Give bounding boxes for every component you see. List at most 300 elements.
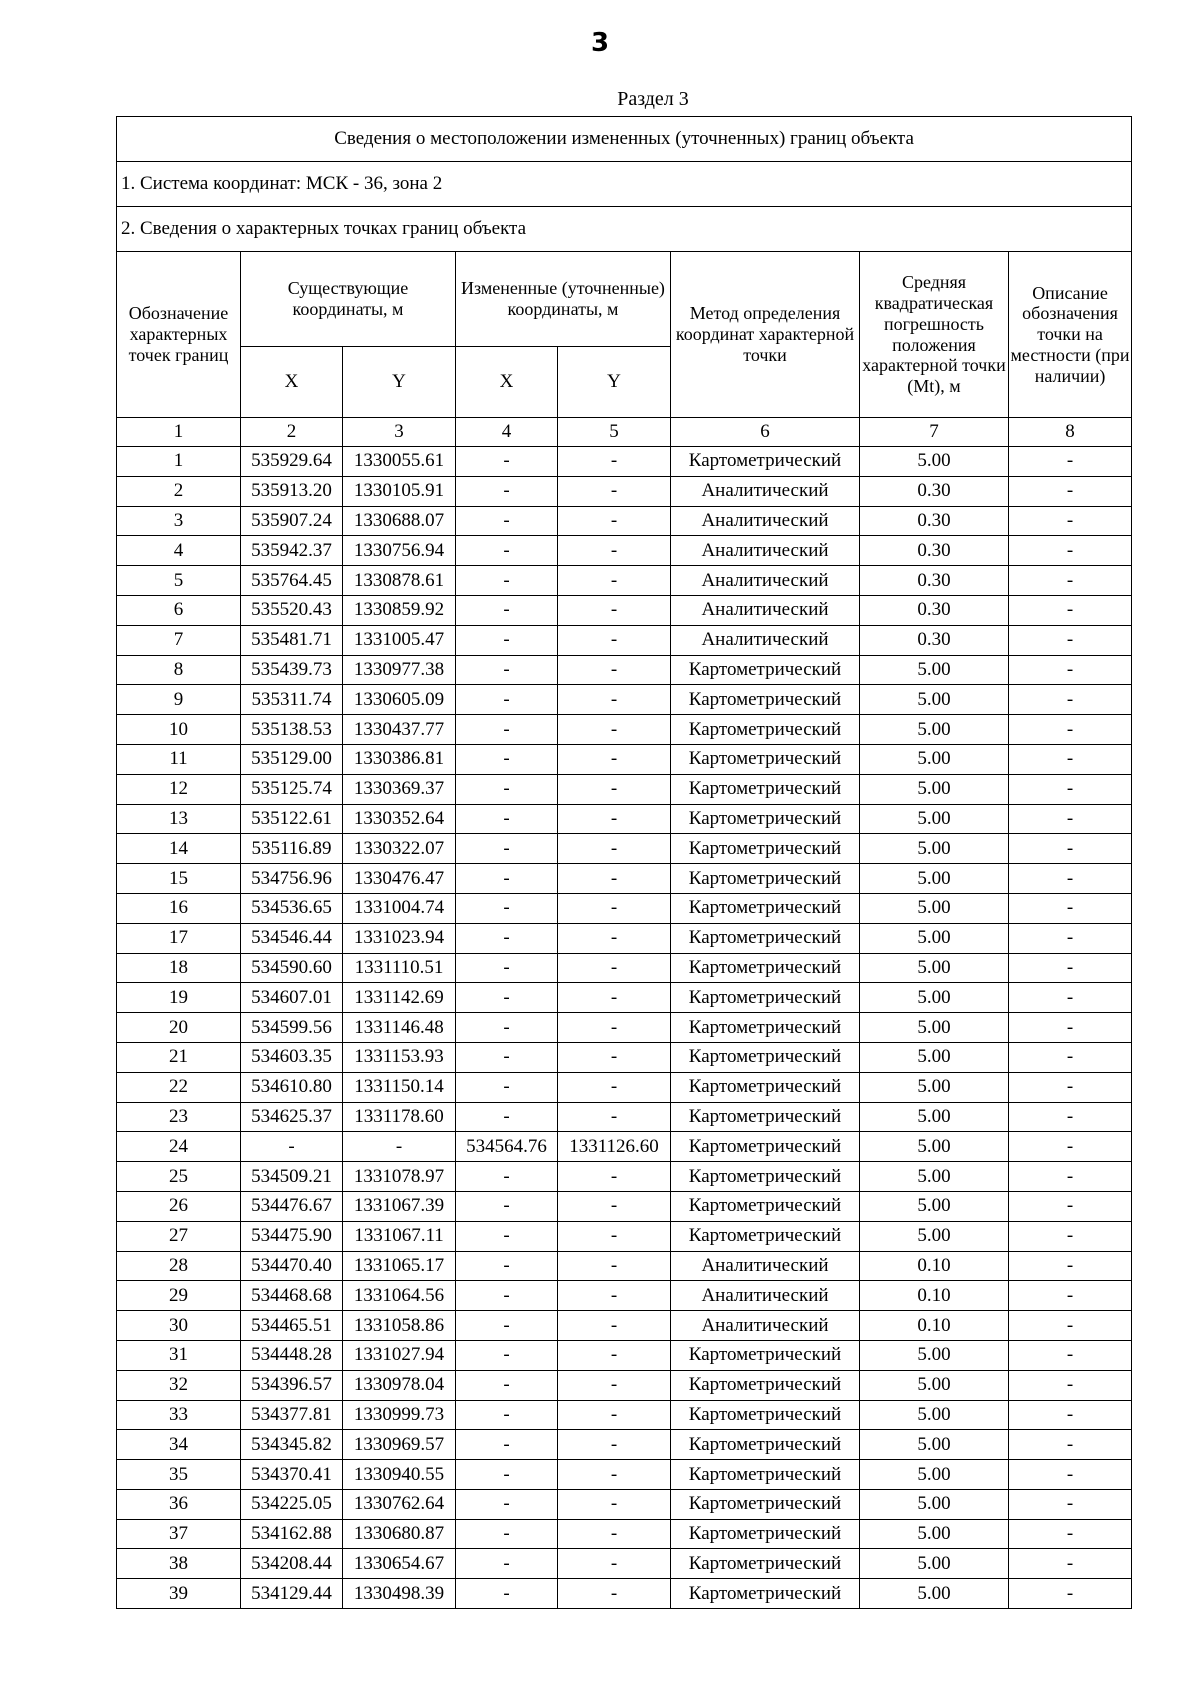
error-cell: 5.00 <box>860 1221 1009 1251</box>
table-row <box>117 715 1132 745</box>
existing-y-cell: 1331064.56 <box>343 1281 456 1311</box>
existing-x-cell: 534599.56 <box>241 1013 343 1043</box>
changed-y-cell: - <box>558 476 671 506</box>
description-cell: - <box>1009 1281 1132 1311</box>
description-cell: - <box>1009 1489 1132 1519</box>
existing-y-cell: 1331023.94 <box>343 923 456 953</box>
method-cell: Аналитический <box>671 536 860 566</box>
changed-y-cell: - <box>558 1579 671 1609</box>
point-number-cell: 33 <box>117 1400 241 1430</box>
table-row <box>117 1042 1132 1072</box>
changed-x-cell: - <box>456 1072 558 1102</box>
section-label: Раздел 3 <box>617 88 689 110</box>
header-existing-coordinates: Существующие координаты, м <box>241 252 456 347</box>
method-cell: Картометрический <box>671 774 860 804</box>
error-cell: 5.00 <box>860 864 1009 894</box>
point-number-cell: 4 <box>117 536 241 566</box>
existing-x-cell: 535929.64 <box>241 447 343 477</box>
existing-y-cell: 1330605.09 <box>343 685 456 715</box>
existing-x-cell: 535764.45 <box>241 566 343 596</box>
method-cell: Картометрический <box>671 1013 860 1043</box>
existing-x-cell: 534225.05 <box>241 1489 343 1519</box>
changed-x-cell: - <box>456 983 558 1013</box>
method-cell: Картометрический <box>671 983 860 1013</box>
changed-x-cell: - <box>456 566 558 596</box>
error-cell: 5.00 <box>860 1489 1009 1519</box>
table-row <box>117 1370 1132 1400</box>
description-cell: - <box>1009 506 1132 536</box>
table-row <box>117 1489 1132 1519</box>
table-row <box>117 923 1132 953</box>
point-number-cell: 17 <box>117 923 241 953</box>
existing-y-cell: 1331146.48 <box>343 1013 456 1043</box>
description-cell: - <box>1009 744 1132 774</box>
error-cell: 0.10 <box>860 1311 1009 1341</box>
changed-x-cell: - <box>456 1579 558 1609</box>
existing-y-cell: 1330756.94 <box>343 536 456 566</box>
error-cell: 5.00 <box>860 834 1009 864</box>
description-cell: - <box>1009 1400 1132 1430</box>
method-cell: Картометрический <box>671 804 860 834</box>
existing-x-cell: 534546.44 <box>241 923 343 953</box>
header-existing-y: Y <box>343 347 456 418</box>
existing-x-cell: 534470.40 <box>241 1251 343 1281</box>
point-number-cell: 13 <box>117 804 241 834</box>
table-row <box>117 1132 1132 1162</box>
error-cell: 0.30 <box>860 566 1009 596</box>
existing-y-cell: 1330940.55 <box>343 1460 456 1490</box>
table-row <box>117 595 1132 625</box>
table-title: Сведения о местоположении измененных (уточненных) границ объекта <box>117 117 1132 162</box>
coordinate-system-line: 1. Система координат: МСК - 36, зона 2 <box>117 162 1132 207</box>
method-cell: Картометрический <box>671 1430 860 1460</box>
description-cell: - <box>1009 1042 1132 1072</box>
changed-x-cell: - <box>456 893 558 923</box>
changed-y-cell: - <box>558 1072 671 1102</box>
changed-x-cell: - <box>456 923 558 953</box>
changed-x-cell: - <box>456 625 558 655</box>
method-cell: Картометрический <box>671 1102 860 1132</box>
existing-y-cell: 1330437.77 <box>343 715 456 745</box>
point-number-cell: 11 <box>117 744 241 774</box>
changed-y-cell: - <box>558 595 671 625</box>
error-cell: 5.00 <box>860 1162 1009 1192</box>
error-cell: 5.00 <box>860 1013 1009 1043</box>
existing-y-cell: 1331078.97 <box>343 1162 456 1192</box>
point-number-cell: 15 <box>117 864 241 894</box>
method-cell: Картометрический <box>671 744 860 774</box>
error-cell: 0.30 <box>860 595 1009 625</box>
point-number-cell: 2 <box>117 476 241 506</box>
error-cell: 5.00 <box>860 1579 1009 1609</box>
point-number-cell: 19 <box>117 983 241 1013</box>
changed-y-cell: - <box>558 1340 671 1370</box>
table-row <box>117 1281 1132 1311</box>
column-number: 4 <box>456 418 558 447</box>
changed-y-cell: - <box>558 625 671 655</box>
method-cell: Картометрический <box>671 953 860 983</box>
table-row <box>117 1519 1132 1549</box>
point-number-cell: 12 <box>117 774 241 804</box>
method-cell: Картометрический <box>671 1132 860 1162</box>
existing-y-cell: 1330978.04 <box>343 1370 456 1400</box>
existing-x-cell: 535125.74 <box>241 774 343 804</box>
changed-y-cell: - <box>558 715 671 745</box>
table-row <box>117 1549 1132 1579</box>
description-cell: - <box>1009 983 1132 1013</box>
table-row <box>117 566 1132 596</box>
method-cell: Аналитический <box>671 625 860 655</box>
changed-y-cell: - <box>558 1042 671 1072</box>
error-cell: 5.00 <box>860 685 1009 715</box>
existing-x-cell: 534468.68 <box>241 1281 343 1311</box>
error-cell: 5.00 <box>860 1370 1009 1400</box>
column-number: 6 <box>671 418 860 447</box>
method-cell: Картометрический <box>671 893 860 923</box>
description-cell: - <box>1009 1519 1132 1549</box>
point-number-cell: 28 <box>117 1251 241 1281</box>
description-cell: - <box>1009 923 1132 953</box>
changed-y-cell: - <box>558 864 671 894</box>
existing-y-cell: 1330859.92 <box>343 595 456 625</box>
method-cell: Картометрический <box>671 834 860 864</box>
method-cell: Аналитический <box>671 506 860 536</box>
point-number-cell: 37 <box>117 1519 241 1549</box>
changed-y-cell: - <box>558 506 671 536</box>
description-cell: - <box>1009 1072 1132 1102</box>
table-row <box>117 804 1132 834</box>
changed-y-cell: - <box>558 1370 671 1400</box>
changed-x-cell: - <box>456 1102 558 1132</box>
table-row <box>117 1191 1132 1221</box>
existing-y-cell: 1330369.37 <box>343 774 456 804</box>
existing-x-cell: 534536.65 <box>241 893 343 923</box>
error-cell: 0.30 <box>860 476 1009 506</box>
table-row <box>117 1311 1132 1341</box>
error-cell: 5.00 <box>860 1042 1009 1072</box>
point-number-cell: 3 <box>117 506 241 536</box>
error-cell: 5.00 <box>860 953 1009 983</box>
existing-y-cell: 1330055.61 <box>343 447 456 477</box>
description-cell: - <box>1009 595 1132 625</box>
method-cell: Картометрический <box>671 1579 860 1609</box>
error-cell: 5.00 <box>860 744 1009 774</box>
description-cell: - <box>1009 774 1132 804</box>
point-number-cell: 30 <box>117 1311 241 1341</box>
existing-x-cell: 534603.35 <box>241 1042 343 1072</box>
point-number-cell: 34 <box>117 1430 241 1460</box>
existing-y-cell: 1331004.74 <box>343 893 456 923</box>
method-cell: Картометрический <box>671 1340 860 1370</box>
description-cell: - <box>1009 893 1132 923</box>
changed-x-cell: - <box>456 1191 558 1221</box>
point-number-cell: 21 <box>117 1042 241 1072</box>
existing-x-cell: 535129.00 <box>241 744 343 774</box>
existing-y-cell: 1330476.47 <box>343 864 456 894</box>
existing-y-cell: 1331110.51 <box>343 953 456 983</box>
method-cell: Картометрический <box>671 1370 860 1400</box>
existing-x-cell: 534590.60 <box>241 953 343 983</box>
table-row <box>117 1340 1132 1370</box>
error-cell: 5.00 <box>860 983 1009 1013</box>
error-cell: 0.10 <box>860 1251 1009 1281</box>
existing-y-cell: 1330352.64 <box>343 804 456 834</box>
changed-x-cell: - <box>456 1162 558 1192</box>
changed-x-cell: - <box>456 1460 558 1490</box>
points-info-line: 2. Сведения о характерных точках границ объекта <box>117 207 1132 252</box>
changed-x-cell: - <box>456 1370 558 1400</box>
changed-x-cell: - <box>456 1281 558 1311</box>
method-cell: Картометрический <box>671 1072 860 1102</box>
existing-y-cell: 1331005.47 <box>343 625 456 655</box>
point-number-cell: 35 <box>117 1460 241 1490</box>
existing-x-cell: 535907.24 <box>241 506 343 536</box>
description-cell: - <box>1009 625 1132 655</box>
changed-x-cell: - <box>456 685 558 715</box>
table-row <box>117 536 1132 566</box>
description-cell: - <box>1009 834 1132 864</box>
existing-x-cell: 534162.88 <box>241 1519 343 1549</box>
description-cell: - <box>1009 1221 1132 1251</box>
existing-x-cell: 534625.37 <box>241 1102 343 1132</box>
changed-y-cell: - <box>558 983 671 1013</box>
method-cell: Картометрический <box>671 864 860 894</box>
existing-x-cell: 535520.43 <box>241 595 343 625</box>
error-cell: 0.30 <box>860 506 1009 536</box>
point-number-cell: 1 <box>117 447 241 477</box>
existing-x-cell: 534377.81 <box>241 1400 343 1430</box>
changed-y-cell: - <box>558 1430 671 1460</box>
existing-x-cell: 534465.51 <box>241 1311 343 1341</box>
existing-x-cell: 534607.01 <box>241 983 343 1013</box>
table-body <box>117 447 1132 1609</box>
changed-x-cell: - <box>456 834 558 864</box>
changed-y-cell: - <box>558 536 671 566</box>
description-cell: - <box>1009 1013 1132 1043</box>
page-number: 3 <box>590 28 610 58</box>
existing-x-cell: 534475.90 <box>241 1221 343 1251</box>
changed-x-cell: - <box>456 1340 558 1370</box>
existing-x-cell: 534610.80 <box>241 1072 343 1102</box>
existing-y-cell: 1330322.07 <box>343 834 456 864</box>
changed-y-cell: - <box>558 447 671 477</box>
existing-y-cell: - <box>343 1132 456 1162</box>
header-changed-coordinates: Измененные (уточненные) координаты, м <box>456 252 671 347</box>
changed-y-cell: - <box>558 655 671 685</box>
changed-y-cell: - <box>558 1102 671 1132</box>
changed-y-cell: - <box>558 923 671 953</box>
column-number-row <box>117 418 1132 447</box>
changed-y-cell: - <box>558 1281 671 1311</box>
changed-y-cell: - <box>558 1489 671 1519</box>
point-number-cell: 18 <box>117 953 241 983</box>
table-row <box>117 1400 1132 1430</box>
changed-y-cell: - <box>558 1519 671 1549</box>
point-number-cell: 26 <box>117 1191 241 1221</box>
point-number-cell: 27 <box>117 1221 241 1251</box>
existing-y-cell: 1331178.60 <box>343 1102 456 1132</box>
error-cell: 5.00 <box>860 923 1009 953</box>
method-cell: Картометрический <box>671 655 860 685</box>
existing-y-cell: 1330680.87 <box>343 1519 456 1549</box>
changed-x-cell: - <box>456 864 558 894</box>
method-cell: Картометрический <box>671 1162 860 1192</box>
existing-x-cell: 534208.44 <box>241 1549 343 1579</box>
column-number: 1 <box>117 418 241 447</box>
existing-y-cell: 1330977.38 <box>343 655 456 685</box>
changed-y-cell: - <box>558 1400 671 1430</box>
description-cell: - <box>1009 1162 1132 1192</box>
header-mean-square-error: Средняя квадратическая погрешность положения характерной точки (Mt), м <box>860 252 1009 418</box>
table-row <box>117 953 1132 983</box>
method-cell: Картометрический <box>671 1191 860 1221</box>
existing-y-cell: 1331067.39 <box>343 1191 456 1221</box>
table-row <box>117 983 1132 1013</box>
changed-y-cell: - <box>558 1013 671 1043</box>
description-cell: - <box>1009 566 1132 596</box>
existing-x-cell: 534370.41 <box>241 1460 343 1490</box>
changed-x-cell: - <box>456 655 558 685</box>
error-cell: 5.00 <box>860 1132 1009 1162</box>
method-cell: Картометрический <box>671 715 860 745</box>
existing-x-cell: 535913.20 <box>241 476 343 506</box>
table-row <box>117 685 1132 715</box>
point-number-cell: 39 <box>117 1579 241 1609</box>
method-cell: Картометрический <box>671 1221 860 1251</box>
method-cell: Аналитический <box>671 1251 860 1281</box>
changed-y-cell: - <box>558 1162 671 1192</box>
point-number-cell: 36 <box>117 1489 241 1519</box>
changed-y-cell: - <box>558 566 671 596</box>
table-row <box>117 1102 1132 1132</box>
point-number-cell: 32 <box>117 1370 241 1400</box>
changed-x-cell: - <box>456 1549 558 1579</box>
point-number-cell: 7 <box>117 625 241 655</box>
description-cell: - <box>1009 1132 1132 1162</box>
existing-x-cell: 534476.67 <box>241 1191 343 1221</box>
description-cell: - <box>1009 864 1132 894</box>
changed-x-cell: - <box>456 447 558 477</box>
column-number: 7 <box>860 418 1009 447</box>
table-row <box>117 744 1132 774</box>
point-number-cell: 22 <box>117 1072 241 1102</box>
point-number-cell: 25 <box>117 1162 241 1192</box>
changed-x-cell: - <box>456 804 558 834</box>
description-cell: - <box>1009 1311 1132 1341</box>
changed-x-cell: - <box>456 744 558 774</box>
method-cell: Картометрический <box>671 1489 860 1519</box>
existing-x-cell: 534448.28 <box>241 1340 343 1370</box>
changed-x-cell: - <box>456 506 558 536</box>
changed-y-cell: - <box>558 744 671 774</box>
description-cell: - <box>1009 953 1132 983</box>
point-number-cell: 9 <box>117 685 241 715</box>
boundary-points-table <box>116 116 1132 1609</box>
error-cell: 5.00 <box>860 1430 1009 1460</box>
column-number: 5 <box>558 418 671 447</box>
changed-x-cell: 534564.76 <box>456 1132 558 1162</box>
changed-x-cell: - <box>456 536 558 566</box>
table-row <box>117 1221 1132 1251</box>
changed-x-cell: - <box>456 595 558 625</box>
header-existing-x: X <box>241 347 343 418</box>
changed-x-cell: - <box>456 476 558 506</box>
description-cell: - <box>1009 1102 1132 1132</box>
method-cell: Аналитический <box>671 595 860 625</box>
table-row <box>117 506 1132 536</box>
existing-y-cell: 1330654.67 <box>343 1549 456 1579</box>
existing-y-cell: 1330386.81 <box>343 744 456 774</box>
error-cell: 5.00 <box>860 1549 1009 1579</box>
description-cell: - <box>1009 1549 1132 1579</box>
description-cell: - <box>1009 1430 1132 1460</box>
existing-y-cell: 1330999.73 <box>343 1400 456 1430</box>
description-cell: - <box>1009 447 1132 477</box>
changed-y-cell: - <box>558 1460 671 1490</box>
changed-x-cell: - <box>456 1311 558 1341</box>
existing-x-cell: - <box>241 1132 343 1162</box>
table-row <box>117 1162 1132 1192</box>
method-cell: Картометрический <box>671 1400 860 1430</box>
changed-x-cell: - <box>456 1042 558 1072</box>
existing-y-cell: 1331065.17 <box>343 1251 456 1281</box>
existing-x-cell: 534345.82 <box>241 1430 343 1460</box>
method-cell: Аналитический <box>671 1311 860 1341</box>
existing-y-cell: 1330878.61 <box>343 566 456 596</box>
existing-x-cell: 534396.57 <box>241 1370 343 1400</box>
method-cell: Аналитический <box>671 1281 860 1311</box>
error-cell: 5.00 <box>860 1460 1009 1490</box>
table-row <box>117 476 1132 506</box>
existing-y-cell: 1331153.93 <box>343 1042 456 1072</box>
changed-y-cell: - <box>558 1251 671 1281</box>
changed-y-cell: - <box>558 953 671 983</box>
existing-y-cell: 1330688.07 <box>343 506 456 536</box>
table-row <box>117 1579 1132 1609</box>
method-cell: Картометрический <box>671 1460 860 1490</box>
method-cell: Картометрический <box>671 447 860 477</box>
column-number: 2 <box>241 418 343 447</box>
error-cell: 5.00 <box>860 1072 1009 1102</box>
existing-y-cell: 1330762.64 <box>343 1489 456 1519</box>
point-number-cell: 16 <box>117 893 241 923</box>
header-changed-x: X <box>456 347 558 418</box>
error-cell: 5.00 <box>860 774 1009 804</box>
point-number-cell: 29 <box>117 1281 241 1311</box>
method-cell: Картометрический <box>671 685 860 715</box>
table-row <box>117 447 1132 477</box>
existing-y-cell: 1331058.86 <box>343 1311 456 1341</box>
error-cell: 5.00 <box>860 893 1009 923</box>
existing-y-cell: 1330105.91 <box>343 476 456 506</box>
table-row <box>117 1460 1132 1490</box>
changed-y-cell: - <box>558 1311 671 1341</box>
changed-x-cell: - <box>456 1489 558 1519</box>
changed-x-cell: - <box>456 953 558 983</box>
changed-x-cell: - <box>456 1013 558 1043</box>
changed-x-cell: - <box>456 715 558 745</box>
changed-y-cell: - <box>558 1221 671 1251</box>
method-cell: Картометрический <box>671 1042 860 1072</box>
error-cell: 5.00 <box>860 1102 1009 1132</box>
point-number-cell: 23 <box>117 1102 241 1132</box>
error-cell: 5.00 <box>860 715 1009 745</box>
table-row <box>117 1251 1132 1281</box>
point-number-cell: 8 <box>117 655 241 685</box>
changed-x-cell: - <box>456 1400 558 1430</box>
description-cell: - <box>1009 655 1132 685</box>
table-row <box>117 1430 1132 1460</box>
